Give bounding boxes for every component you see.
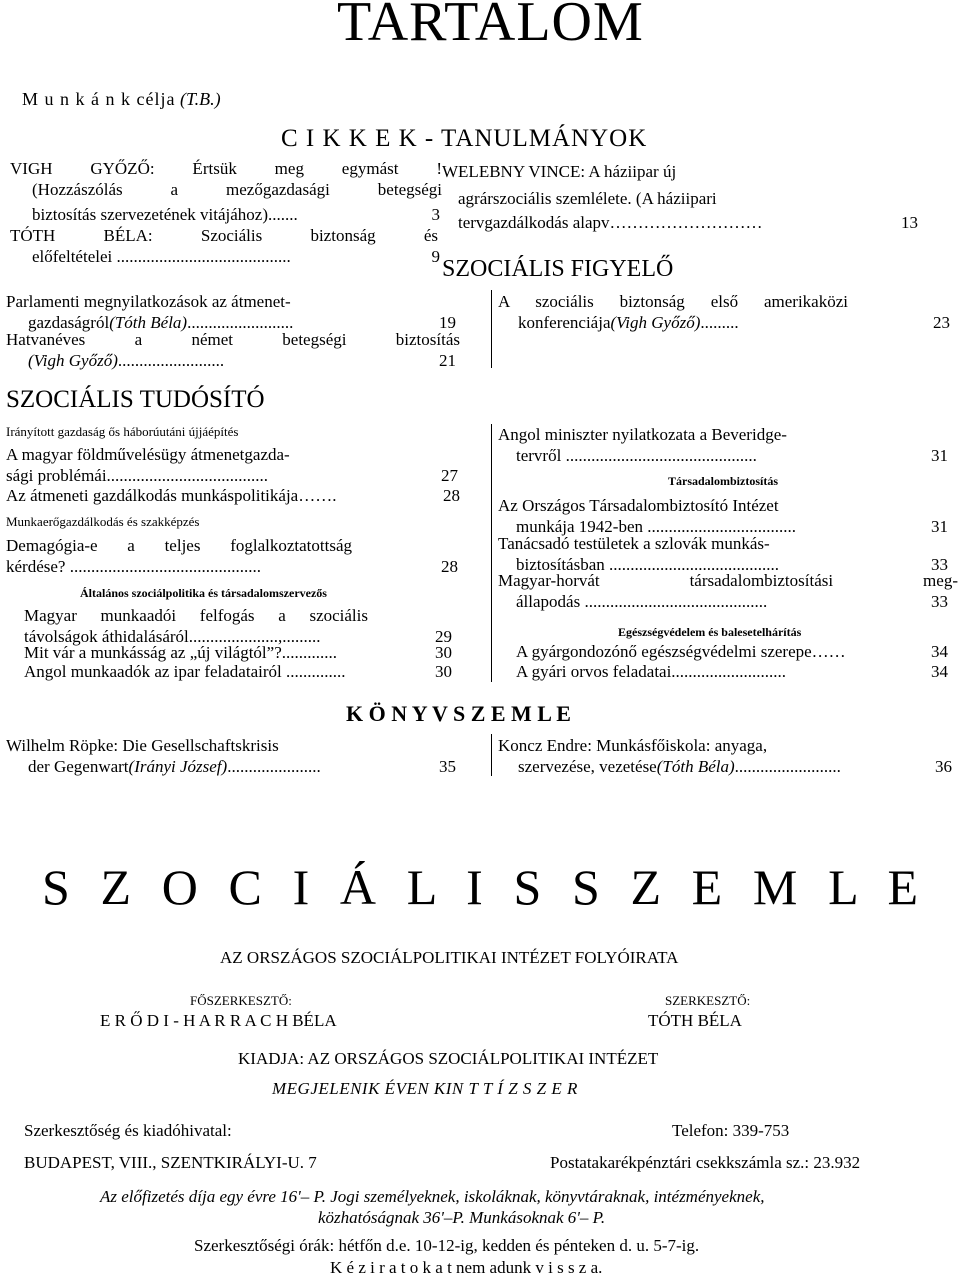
toc-dots: ...................... <box>227 757 321 776</box>
toc-line: Demagógia-e a teljes foglalkoztatottság <box>6 536 352 555</box>
page-number: 36 <box>935 757 952 776</box>
address: BUDAPEST, VIII., SZENTKIRÁLYI-U. 7 <box>24 1153 317 1172</box>
subsection-heading: Munkaerőgazdálkodás és szakképzés <box>6 514 200 529</box>
toc-entry-hatvaneves[interactable] <box>6 329 460 371</box>
intro-text[interactable]: M u n k á n k célja <box>22 89 176 109</box>
toc-entry-demagogia[interactable] <box>6 535 458 577</box>
toc-line: TÓTH BÉLA: Szociális biztonság és <box>10 226 438 245</box>
toc-line: (Hozzászólás a mezőgazdasági betegségi <box>32 180 442 199</box>
toc-line-text: állapodás ........................................... <box>516 592 768 611</box>
toc-entry-parlamenti[interactable] <box>6 291 456 333</box>
toc-author: (Tóth Béla) <box>109 313 188 332</box>
page-number: 21 <box>439 351 456 370</box>
column-divider <box>491 424 492 682</box>
toc-line: agrárszociális szemlélete. (A háziipari <box>458 189 717 208</box>
phone[interactable]: Telefon: 339-753 <box>672 1121 790 1140</box>
toc-entry-koncz[interactable] <box>498 735 952 777</box>
toc-line: előfeltételei ......................................... <box>32 247 291 266</box>
toc-dots: ......................... <box>187 313 294 332</box>
subsection-heading: Társadalombiztosítás <box>668 474 779 488</box>
page-number: 19 <box>439 313 456 332</box>
journal-title: S Z O C I Á L I S S Z E M L E <box>42 859 918 915</box>
toc-entry-beveridge[interactable] <box>498 424 948 466</box>
page-number: 27 <box>441 466 458 485</box>
page-number: 34 <box>931 662 948 681</box>
toc-entry-toth[interactable] <box>10 225 438 246</box>
intro-author: (T.B.) <box>179 89 221 109</box>
toc-line-text: távolságok áthidalásáról.....................,......... <box>24 627 321 646</box>
section-heading-konyvszemle: K Ö N Y V S Z E M L E <box>346 701 571 726</box>
toc-line: Magyar-horvát társadalombiztosítási meg- <box>498 571 958 590</box>
page-number: 23 <box>933 313 950 332</box>
toc-dots: ......... <box>700 313 739 332</box>
toc-line-text: Angol munkaadók az ipar feladatairól .............. <box>24 662 346 681</box>
toc-author: (Vigh Győző) <box>28 351 118 370</box>
section-heading-tudosito: SZOCIÁLIS TUDÓSÍTÓ <box>6 386 265 413</box>
toc-line: A magyar földművelésügy átmenetgazda- <box>6 445 290 464</box>
toc-line-text: munkája 1942-ben ................................... <box>516 517 796 536</box>
page-number: 3 <box>431 205 440 224</box>
toc-line: Hatvanéves a német betegségi biztosítás <box>6 330 460 349</box>
toc-line-text: szervezése, vezetése <box>518 757 657 776</box>
toc-entry-szlovak[interactable] <box>498 533 948 575</box>
toc-dots: ......................... <box>734 757 841 776</box>
toc-line-text: kérdése? ............................................. <box>6 557 261 576</box>
page-title: TARTALOM <box>337 0 644 53</box>
toc-line-text: sági problémái...................................... <box>6 466 269 485</box>
manuscripts-note: K é z i r a t o k a t nem adunk v i s s z a. <box>330 1258 603 1277</box>
journal-subtitle: AZ ORSZÁGOS SZOCIÁLPOLITIKAI INTÉZET FOLYÓIRATA <box>220 948 679 967</box>
toc-entry-munkaadoi[interactable] <box>24 605 460 647</box>
toc-author: (Vigh Győző) <box>610 313 701 332</box>
page-number: 29 <box>435 627 452 646</box>
subsection-heading: Irányított gazdaság ős háborúutáni újjáépítés <box>6 424 239 439</box>
toc-line: Angol miniszter nyilatkozata a Beveridge- <box>498 425 787 444</box>
toc-line: Parlamenti megnyilatkozások az átmenet- <box>6 292 291 311</box>
toc-line: biztosítás szervezetének vitájához)....... <box>32 205 298 224</box>
toc-line: Tanácsadó testületek a szlovák munkás- <box>498 534 770 553</box>
toc-entry-angol-munkaadok[interactable] <box>24 661 452 682</box>
toc-entry-vigh-cont[interactable] <box>32 204 440 225</box>
editor-label: SZERKESZTŐ: <box>665 993 751 1008</box>
toc-line-text: der Gegenwart <box>28 757 129 776</box>
toc-entry-toth-cont[interactable] <box>32 246 440 267</box>
page-number: 33 <box>931 555 948 574</box>
page-number: 13 <box>901 213 918 232</box>
page-number: 28 <box>443 486 460 505</box>
subscription-info-cont: közhatóságnak 36'–P. Munkásoknak 6'– P. <box>318 1208 606 1227</box>
toc-line-text: biztosításban ........................................ <box>516 555 780 574</box>
toc-line-text: tervgazdálkodás alapv……………………… <box>458 213 763 232</box>
toc-entry-gyargondozono[interactable] <box>516 641 948 662</box>
page-number: 9 <box>431 247 440 266</box>
page-number: 34 <box>931 642 948 661</box>
toc-entry-mit-var[interactable] <box>24 642 452 663</box>
toc-line <box>458 212 918 233</box>
page-number: 28 <box>441 557 458 576</box>
toc-entry-vigh[interactable] <box>10 158 442 200</box>
toc-author: (Tóth Béla) <box>656 757 735 776</box>
toc-line: WELEBNY VINCE: A háziipar új <box>442 162 677 181</box>
toc-entry-gyari-orvos[interactable] <box>516 661 948 682</box>
toc-line-text: Az átmeneti gazdálkodás munkáspolitikája……. <box>6 486 337 505</box>
subsection-heading: Általános szociálpolitika és társadalomszervezős <box>80 586 327 600</box>
frequency-line: MEGJELENIK ÉVEN KIN T T Í Z S Z E R <box>272 1079 578 1098</box>
toc-line-text: gazdaságról <box>28 313 110 332</box>
publisher-line: KIADJA: AZ ORSZÁGOS SZOCIÁLPOLITIKAI INTÉZET <box>238 1049 659 1068</box>
chief-editor-label: FŐSZERKESZTŐ: <box>190 993 292 1008</box>
page-number: 30 <box>435 643 452 662</box>
toc-dots: ......................... <box>117 351 225 370</box>
toc-line: A szociális biztonság első amerikaközi <box>498 292 848 311</box>
page-number: 31 <box>931 517 948 536</box>
editor-name: TÓTH BÉLA <box>648 1011 742 1030</box>
account-number: Postatakarékpénztári csekkszámla sz.: 23.932 <box>550 1153 861 1172</box>
toc-line: VIGH GYŐZŐ: Értsük meg egymást ! <box>10 159 442 178</box>
page-number: 31 <box>931 446 948 465</box>
toc-line: Wilhelm Röpke: Die Gesellschaftskrisis <box>6 736 279 755</box>
toc-line-text: A gyárgondozónő egészségvédelmi szerepe…… <box>516 642 846 661</box>
toc-entry-ropke[interactable] <box>6 735 456 777</box>
office-hours: Szerkesztőségi órák: hétfőn d.e. 10-12-ig, kedden és pénteken d. u. 5-7-ig. <box>194 1236 700 1255</box>
section-heading-figyelo: SZOCIÁLIS FIGYELŐ <box>442 256 674 282</box>
toc-author: (Irányi József) <box>128 757 228 776</box>
page-number: 35 <box>439 757 456 776</box>
toc-line: Az Országos Társadalombiztosító Intézet <box>498 496 779 515</box>
toc-line: Magyar munkaadói felfogás a szociális <box>24 606 368 625</box>
section-heading-cikkek: C I K K E K - TANULMÁNYOK <box>281 125 648 152</box>
toc-entry-foldmuveles[interactable] <box>6 444 458 486</box>
subscription-info: Az előfizetés díja egy évre 16'– P. Jogi személyeknek, iskoláknak, könyvtáraknak, intézményeknek, <box>100 1187 765 1206</box>
chief-editor-name: E R Ő D I - H A R R A C H BÉLA <box>100 1011 337 1030</box>
toc-line-text: tervről ............................................. <box>516 446 757 465</box>
toc-line: Koncz Endre: Munkásfőiskola: anyaga, <box>498 736 768 755</box>
column-divider <box>491 734 492 776</box>
page-number: 30 <box>435 662 452 681</box>
column-divider <box>491 290 492 368</box>
toc-entry-amerikakozi[interactable] <box>498 291 950 333</box>
page-number: 33 <box>931 592 948 611</box>
toc-line-text: A gyári orvos feladatai........................... <box>516 662 787 681</box>
toc-entry-welebny[interactable] <box>442 161 676 182</box>
toc-entry-magyar-horvat[interactable] <box>498 570 958 612</box>
toc-line-text: Mit vár a munkásság az „új világtól”?............. <box>24 643 337 662</box>
toc-entry-munkaspolitika[interactable] <box>6 485 460 506</box>
toc-line-text: konferenciája <box>518 313 611 332</box>
intro-line <box>22 88 221 110</box>
toc-entry-otbi[interactable] <box>498 495 948 537</box>
office-label: Szerkesztőség és kiadóhivatal: <box>24 1121 232 1140</box>
subsection-heading: Egészségvédelem és balesetelhárítás <box>618 625 802 639</box>
